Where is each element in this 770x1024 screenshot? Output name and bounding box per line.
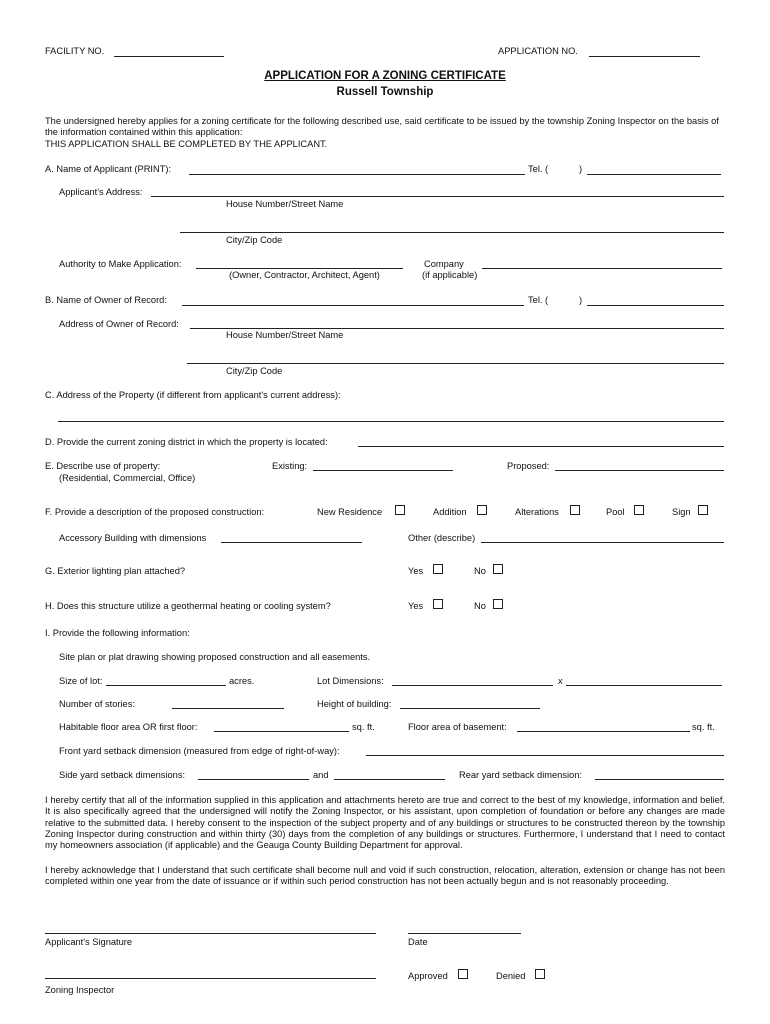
construction-label: F. Provide a description of the proposed construction:: [45, 507, 265, 517]
owner-city-field[interactable]: [187, 363, 724, 364]
page-subtitle: Russell Township: [336, 86, 434, 98]
side-setback-label: Side yard setback dimensions:: [59, 770, 186, 780]
provide-info-label: I. Provide the following information:: [45, 628, 190, 638]
intro-text: The undersigned hereby applies for a zoning certificate for the following described use, said certificate to be issued by the township Zoning Inspector on the basis of the information contained within this application:: [45, 116, 719, 138]
geothermal-no-label: No: [474, 601, 486, 611]
applicant-tel-field[interactable]: [587, 174, 721, 175]
site-plan-label: Site plan or plat drawing showing proposed construction and all easements.: [59, 652, 371, 662]
habitable-sqft-label: sq. ft.: [352, 722, 375, 732]
existing-use-label: Existing:: [272, 461, 308, 471]
applicant-street-field[interactable]: [151, 196, 724, 197]
applicant-name-field[interactable]: [189, 174, 525, 175]
approved-label: Approved: [408, 971, 448, 981]
lighting-no-label: No: [474, 566, 486, 576]
owner-tel-close: ): [579, 295, 583, 305]
option-new-residence-label: New Residence: [317, 507, 383, 517]
lighting-yes-checkbox[interactable]: [433, 564, 443, 574]
geothermal-label: H. Does this structure utilize a geothermal heating or cooling system?: [45, 601, 331, 611]
application-no-field[interactable]: [589, 56, 700, 57]
accessory-building-label: Accessory Building with dimensions: [59, 533, 207, 543]
date-label: Date: [408, 937, 428, 947]
lot-dimension-b-field[interactable]: [566, 685, 722, 686]
applicant-tel-label: Tel. (: [528, 164, 549, 174]
owner-city-caption: City/Zip Code: [226, 366, 283, 376]
option-alterations-checkbox[interactable]: [570, 505, 580, 515]
applicant-signature-field[interactable]: [45, 933, 376, 934]
other-describe-label: Other (describe): [408, 533, 476, 543]
option-addition-checkbox[interactable]: [477, 505, 487, 515]
side-setback-b-field[interactable]: [334, 779, 445, 780]
date-field[interactable]: [408, 933, 521, 934]
option-new-residence-checkbox[interactable]: [395, 505, 405, 515]
facility-no-label: FACILITY NO.: [45, 46, 105, 56]
lighting-no-checkbox[interactable]: [493, 564, 503, 574]
applicant-name-label: A. Name of Applicant (PRINT):: [45, 164, 172, 174]
proposed-use-label: Proposed:: [507, 461, 550, 471]
lot-dimension-a-field[interactable]: [392, 685, 553, 686]
zoning-district-label: D. Provide the current zoning district in which the property is located:: [45, 437, 328, 447]
approved-checkbox[interactable]: [458, 969, 468, 979]
company-field[interactable]: [482, 268, 722, 269]
lighting-plan-label: G. Exterior lighting plan attached?: [45, 566, 186, 576]
authority-caption: (Owner, Contractor, Architect, Agent): [229, 270, 380, 280]
owner-name-label: B. Name of Owner of Record:: [45, 295, 167, 305]
rear-setback-field[interactable]: [595, 779, 724, 780]
front-setback-field[interactable]: [366, 755, 724, 756]
applicant-address-label: Applicant's Address:: [59, 187, 143, 197]
use-sub-label: (Residential, Commercial, Office): [59, 473, 196, 483]
habitable-area-field[interactable]: [214, 731, 349, 732]
facility-no-field[interactable]: [114, 56, 224, 57]
stories-label: Number of stories:: [59, 699, 135, 709]
page-title: APPLICATION FOR A ZONING CERTIFICATE: [264, 70, 506, 82]
option-pool-label: Pool: [606, 507, 625, 517]
habitable-area-label: Habitable floor area OR first floor:: [59, 722, 198, 732]
applicant-city-caption: City/Zip Code: [226, 235, 283, 245]
geothermal-yes-label: Yes: [408, 601, 424, 611]
owner-street-field[interactable]: [190, 328, 724, 329]
zoning-inspector-signature-field[interactable]: [45, 978, 376, 979]
geothermal-no-checkbox[interactable]: [493, 599, 503, 609]
option-sign-checkbox[interactable]: [698, 505, 708, 515]
basement-sqft-label: sq. ft.: [692, 722, 715, 732]
authority-field[interactable]: [196, 268, 403, 269]
applicant-city-field[interactable]: [180, 232, 724, 233]
building-height-label: Height of building:: [317, 699, 392, 709]
lot-size-label: Size of lot:: [59, 676, 103, 686]
accessory-building-field[interactable]: [221, 542, 362, 543]
certify-paragraph: I hereby certify that all of the information supplied in this application and attachments hereto are true and correct to the best of my knowledge, information and belief. It is also specifically agreed that the undersigned will notify the Zoning Inspector, or his assistant, upon completion of foundation or before any changes are made relative to the submitted data. I hereby consent to the inspection of the subject property and of any buildings or structures to be constructed thereon by the township Zoning Inspector during construction and within thirty (30) days from the completion of any buildings or structures. Furthermore, I understand that I need to contact my homeowners association (if applicable) and the Geauga County Building Department for approval.: [45, 795, 725, 851]
basement-area-label: Floor area of basement:: [408, 722, 507, 732]
denied-checkbox[interactable]: [535, 969, 545, 979]
application-no-label: APPLICATION NO.: [498, 46, 578, 56]
existing-use-field[interactable]: [313, 470, 453, 471]
side-setback-and: and: [313, 770, 329, 780]
owner-tel-field[interactable]: [587, 305, 724, 306]
other-describe-field[interactable]: [481, 542, 724, 543]
acknowledge-paragraph: I hereby acknowledge that I understand that such certificate shall become null and void if such construction, relocation, alteration, extension or change has not been completed within one year from the date of issuance or if within such period construction has not been actually begun and is not reasonably proceeding.: [45, 865, 725, 887]
building-height-field[interactable]: [400, 708, 540, 709]
stories-field[interactable]: [172, 708, 284, 709]
proposed-use-field[interactable]: [555, 470, 724, 471]
use-label: E. Describe use of property:: [45, 461, 161, 471]
authority-label: Authority to Make Application:: [59, 259, 182, 269]
lot-dimensions-label: Lot Dimensions:: [317, 676, 384, 686]
denied-label: Denied: [496, 971, 526, 981]
intro-notice: THIS APPLICATION SHALL BE COMPLETED BY THE APPLICANT.: [45, 139, 328, 149]
option-sign-label: Sign: [672, 507, 691, 517]
zoning-district-field[interactable]: [358, 446, 724, 447]
basement-area-field[interactable]: [517, 731, 690, 732]
option-alterations-label: Alterations: [515, 507, 559, 517]
owner-name-field[interactable]: [182, 305, 524, 306]
owner-address-label: Address of Owner of Record:: [59, 319, 179, 329]
zoning-inspector-label: Zoning Inspector: [45, 985, 115, 995]
owner-tel-label: Tel. (: [528, 295, 549, 305]
front-setback-label: Front yard setback dimension (measured from edge of right-of-way):: [59, 746, 340, 756]
owner-street-caption: House Number/Street Name: [226, 330, 344, 340]
option-pool-checkbox[interactable]: [634, 505, 644, 515]
property-address-field[interactable]: [58, 421, 724, 422]
company-caption: (if applicable): [422, 270, 478, 280]
lot-dimensions-x: x: [558, 676, 563, 686]
lighting-yes-label: Yes: [408, 566, 424, 576]
option-addition-label: Addition: [433, 507, 467, 517]
acres-label: acres.: [229, 676, 255, 686]
applicant-signature-label: Applicant's Signature: [45, 937, 133, 947]
company-label: Company: [424, 259, 464, 269]
applicant-tel-close: ): [579, 164, 583, 174]
rear-setback-label: Rear yard setback dimension:: [459, 770, 582, 780]
applicant-street-caption: House Number/Street Name: [226, 199, 344, 209]
property-address-label: C. Address of the Property (if different from applicant's current address):: [45, 390, 341, 400]
geothermal-yes-checkbox[interactable]: [433, 599, 443, 609]
side-setback-a-field[interactable]: [198, 779, 309, 780]
lot-size-field[interactable]: [106, 685, 226, 686]
